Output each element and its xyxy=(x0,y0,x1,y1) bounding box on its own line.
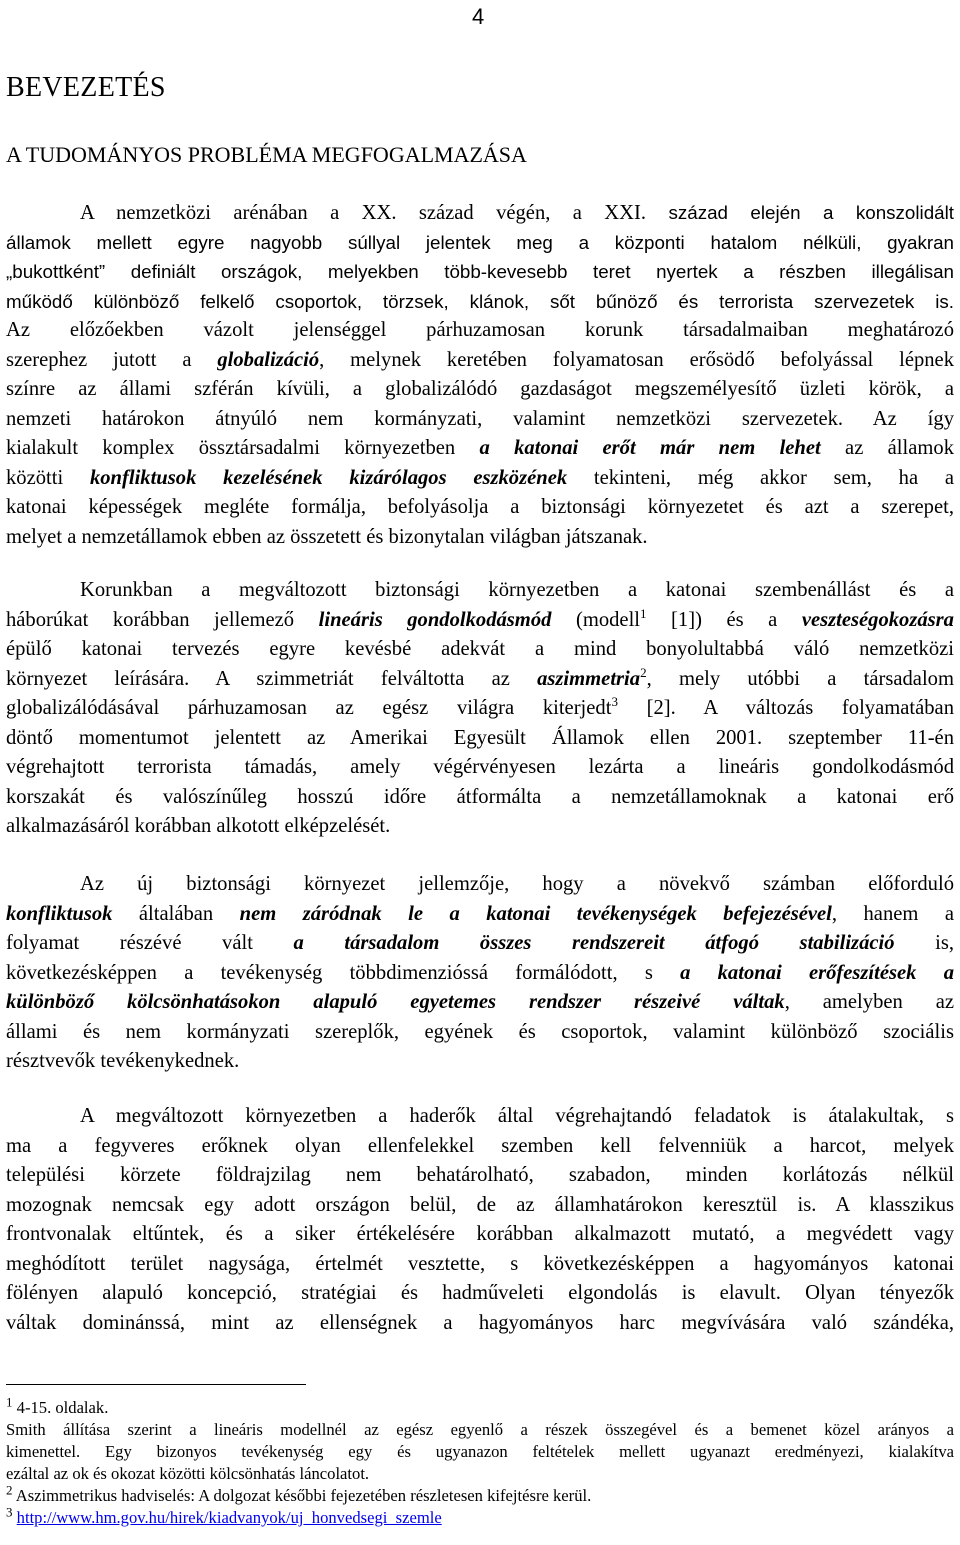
footnote-1-text: ezáltal az ok és okozat közötti kölcsönhatás láncolatot. xyxy=(6,1464,370,1483)
paragraph-line: ma a fegyveres erőknek olyan ellenfelekkel szemben kell felvenniük a harcot, melyek xyxy=(6,1134,954,1157)
emphasis: konfliktusok xyxy=(6,902,113,925)
paragraph-line: melyet a nemzetállamok ebben az összetett és bizonytalan világban játszanak. xyxy=(6,525,648,548)
paragraph-line: működő különböző felkelő csoportok, törzsek, klánok, sőt bűnöző és terrorista szervezetek is. xyxy=(6,290,954,312)
paragraph-line: szerephez jutott a globalizáció, melynek keretében folyamatosan erősödő befolyással lépnek xyxy=(6,348,954,371)
paragraph-line: Az előzőekben vázolt jelenséggel párhuzamosan korunk társadalmaiban meghatározó xyxy=(6,319,954,341)
emphasis: lineáris gondolkodásmód xyxy=(318,608,552,631)
emphasis: a katonai erőfeszítések a xyxy=(680,961,954,984)
paragraph-line: meghódított terület nagysága, értelmét vesztette, s következésképpen a hagyományos katonai xyxy=(6,1252,954,1275)
paragraph-1 xyxy=(6,198,954,552)
emphasis: különböző kölcsönhatásokon alapuló egyetemes rendszer részeivé váltak xyxy=(6,991,785,1013)
paragraph-line: Az új biztonsági környezet jellemzője, hogy a növekvő számban előforduló xyxy=(80,873,954,895)
paragraph-line: váltak dominánssá, mint az ellenségnek a hagyományos harc megvívására való szándéka, xyxy=(6,1311,954,1334)
emphasis: veszteségokozásra xyxy=(801,608,954,631)
footnote-3-link[interactable]: http://www.hm.gov.hu/hirek/kiadvanyok/uj_honvedsegi_szemle xyxy=(16,1508,442,1527)
emphasis: nem záródnak le a katonai tevékenységek befejezésével xyxy=(239,902,832,925)
emphasis: aszimmetria xyxy=(537,667,641,690)
paragraph-line: globalizálódásával párhuzamosan az egész világra kiterjedt$^3$ [2]. A változás folyamatában xyxy=(6,694,954,719)
paragraph-line: korszakát és valószínűleg hosszú időre átformálta a nemzetállamoknak a katonai erő xyxy=(6,785,954,808)
footnote-1-text: kimenettel. Egy bizonyos tevékenység egy és ugyanazon feltételek mellett ugyanazt eredményezi, kialakítva xyxy=(6,1442,954,1461)
footnote-1-text: Smith állítása szerint a lineáris modellnél az egész egyenlő a részek összegével és a bemenet közel arányos a xyxy=(6,1420,954,1439)
paragraph-line: fölényen alapuló koncepció, stratégiai és hadműveleti elgondolás is elavult. Olyan tényezők xyxy=(6,1282,954,1304)
paragraph-line: következésképpen a tevékenység többdimenzióssá formálódott, s a katonai erőfeszítések a xyxy=(6,961,954,984)
paragraph-line: végrehajtott terrorista támadás, amely végérvényesen lezárta a lineáris gondolkodásmód xyxy=(6,756,954,778)
paragraph-line: környezet leírására. A szimmetriát felváltotta az aszimmetria$^2$, mely utóbbi a társadalom xyxy=(6,664,954,690)
paragraph-line: kialakult komplex össztársadalmi környezetben a katonai erőt már nem lehet az államok xyxy=(6,437,954,459)
paragraph-line: döntő momentumot jelentett az Amerikai Egyesült Államok ellen 2001. szeptember 11-én xyxy=(6,726,954,749)
paragraph-line: állami és nem kormányzati szereplők, egyének és csoportok, valamint különböző szociális xyxy=(6,1020,954,1043)
emphasis: a társadalom összes rendszereit átfogó stabilizáció xyxy=(293,932,895,954)
paragraph-line: államok mellett egyre nagyobb súllyal jelentek meg a központi hatalom nélküli, gyakran xyxy=(6,231,954,253)
paragraph-line: résztvevők tevékenykednek. xyxy=(6,1050,240,1072)
paragraph-line: A nemzetközi arénában a XX. század végén, a XXI. század elején a konszolidált xyxy=(80,202,954,224)
section-title: A TUDOMÁNYOS PROBLÉMA MEGFOGALMAZÁSA xyxy=(6,142,527,167)
footnote-3: $^3$ http://www.hm.gov.hu/hirek/kiadvanyok/uj_honvedsegi_szemle xyxy=(6,1504,442,1527)
footnote-1: $^1$ 4-15. oldalak. xyxy=(6,1394,109,1417)
footnote-ref-2[interactable]: 2 xyxy=(640,664,647,680)
paragraph-line: frontvonalak eltűntek, és a siker értékelésére korábban alkalmazott mutató, a megvédett vagy xyxy=(6,1223,954,1245)
paragraph-line: épülő katonai tervezés egyre kevésbé adekvát a mind bonyolultabbá váló nemzetközi xyxy=(6,638,954,660)
paragraph-2 xyxy=(6,576,954,842)
paragraph-line: nemzeti határokon átnyúló nem kormányzati, valamint nemzetközi szervezetek. Az így xyxy=(6,407,954,430)
paragraph-line: színre az állami szférán kívüli, a globalizálódó gazdaságot megszemélyesítő üzleti körök, a xyxy=(6,378,954,400)
paragraph-line: közötti konfliktusok kezelésének kizárólagos eszközének tekinteni, még akkor sem, ha a xyxy=(6,466,954,489)
emphasis: konfliktusok kezelésének kizárólagos eszközének xyxy=(89,466,568,489)
footnote-separator xyxy=(6,1384,306,1385)
footnote-2: $^2$ Aszimmetrikus hadviselés: A dolgozat későbbi fejezetében részletesen kifejtésre kerül. xyxy=(6,1482,592,1505)
paragraph-line: folyamat részévé vált a társadalom összes rendszereit átfogó stabilizáció is, xyxy=(6,932,954,954)
paragraph-line: települési körzete földrajzilag nem behatárolható, szabadon, minden korlátozás nélkül xyxy=(6,1164,954,1186)
paragraph-line: alkalmazásáról korábban alkotott elképzelését. xyxy=(6,815,391,837)
footnotes xyxy=(6,1394,954,1529)
paragraph-line: konfliktusok általában nem záródnak le a katonai tevékenységek befejezésével, hanem a xyxy=(6,902,954,925)
paragraph-4 xyxy=(6,1102,954,1338)
paragraph-line: A megváltozott környezetben a haderők által végrehajtandó feladatok is átalakultak, s xyxy=(80,1105,954,1127)
paragraph-line: katonai képességek megléte formálja, befolyásolja a biztonsági környezetet és azt a szerepet, xyxy=(6,496,954,518)
paragraph-line: „bukottként” definiált országok, melyekben több-kevesebb teret nyertek a részben illegálisan xyxy=(6,261,954,282)
paragraph-line: mozognak nemcsak egy adott országon belül, de az államhatárokon keresztül is. A klasszikus xyxy=(6,1193,954,1216)
paragraph-3 xyxy=(6,870,954,1077)
paragraph-line: Korunkban a megváltozott biztonsági környezetben a katonai szembenállást és a xyxy=(80,579,954,601)
footnote-ref-1[interactable]: 1 xyxy=(640,605,647,621)
page-number: 4 xyxy=(472,4,485,29)
emphasis: a katonai erőt már nem lehet xyxy=(479,437,821,459)
chapter-title: BEVEZETÉS xyxy=(6,72,166,103)
emphasis: globalizáció xyxy=(217,348,320,371)
footnote-ref-3[interactable]: 3 xyxy=(611,694,618,710)
paragraph-line: különböző kölcsönhatásokon alapuló egyetemes rendszer részeivé váltak, amelyben az xyxy=(6,991,954,1013)
paragraph-line: háborúkat korábban jellemező lineáris gondolkodásmód (modell$^1$ [1]) és a veszteségokozásra xyxy=(6,605,954,631)
